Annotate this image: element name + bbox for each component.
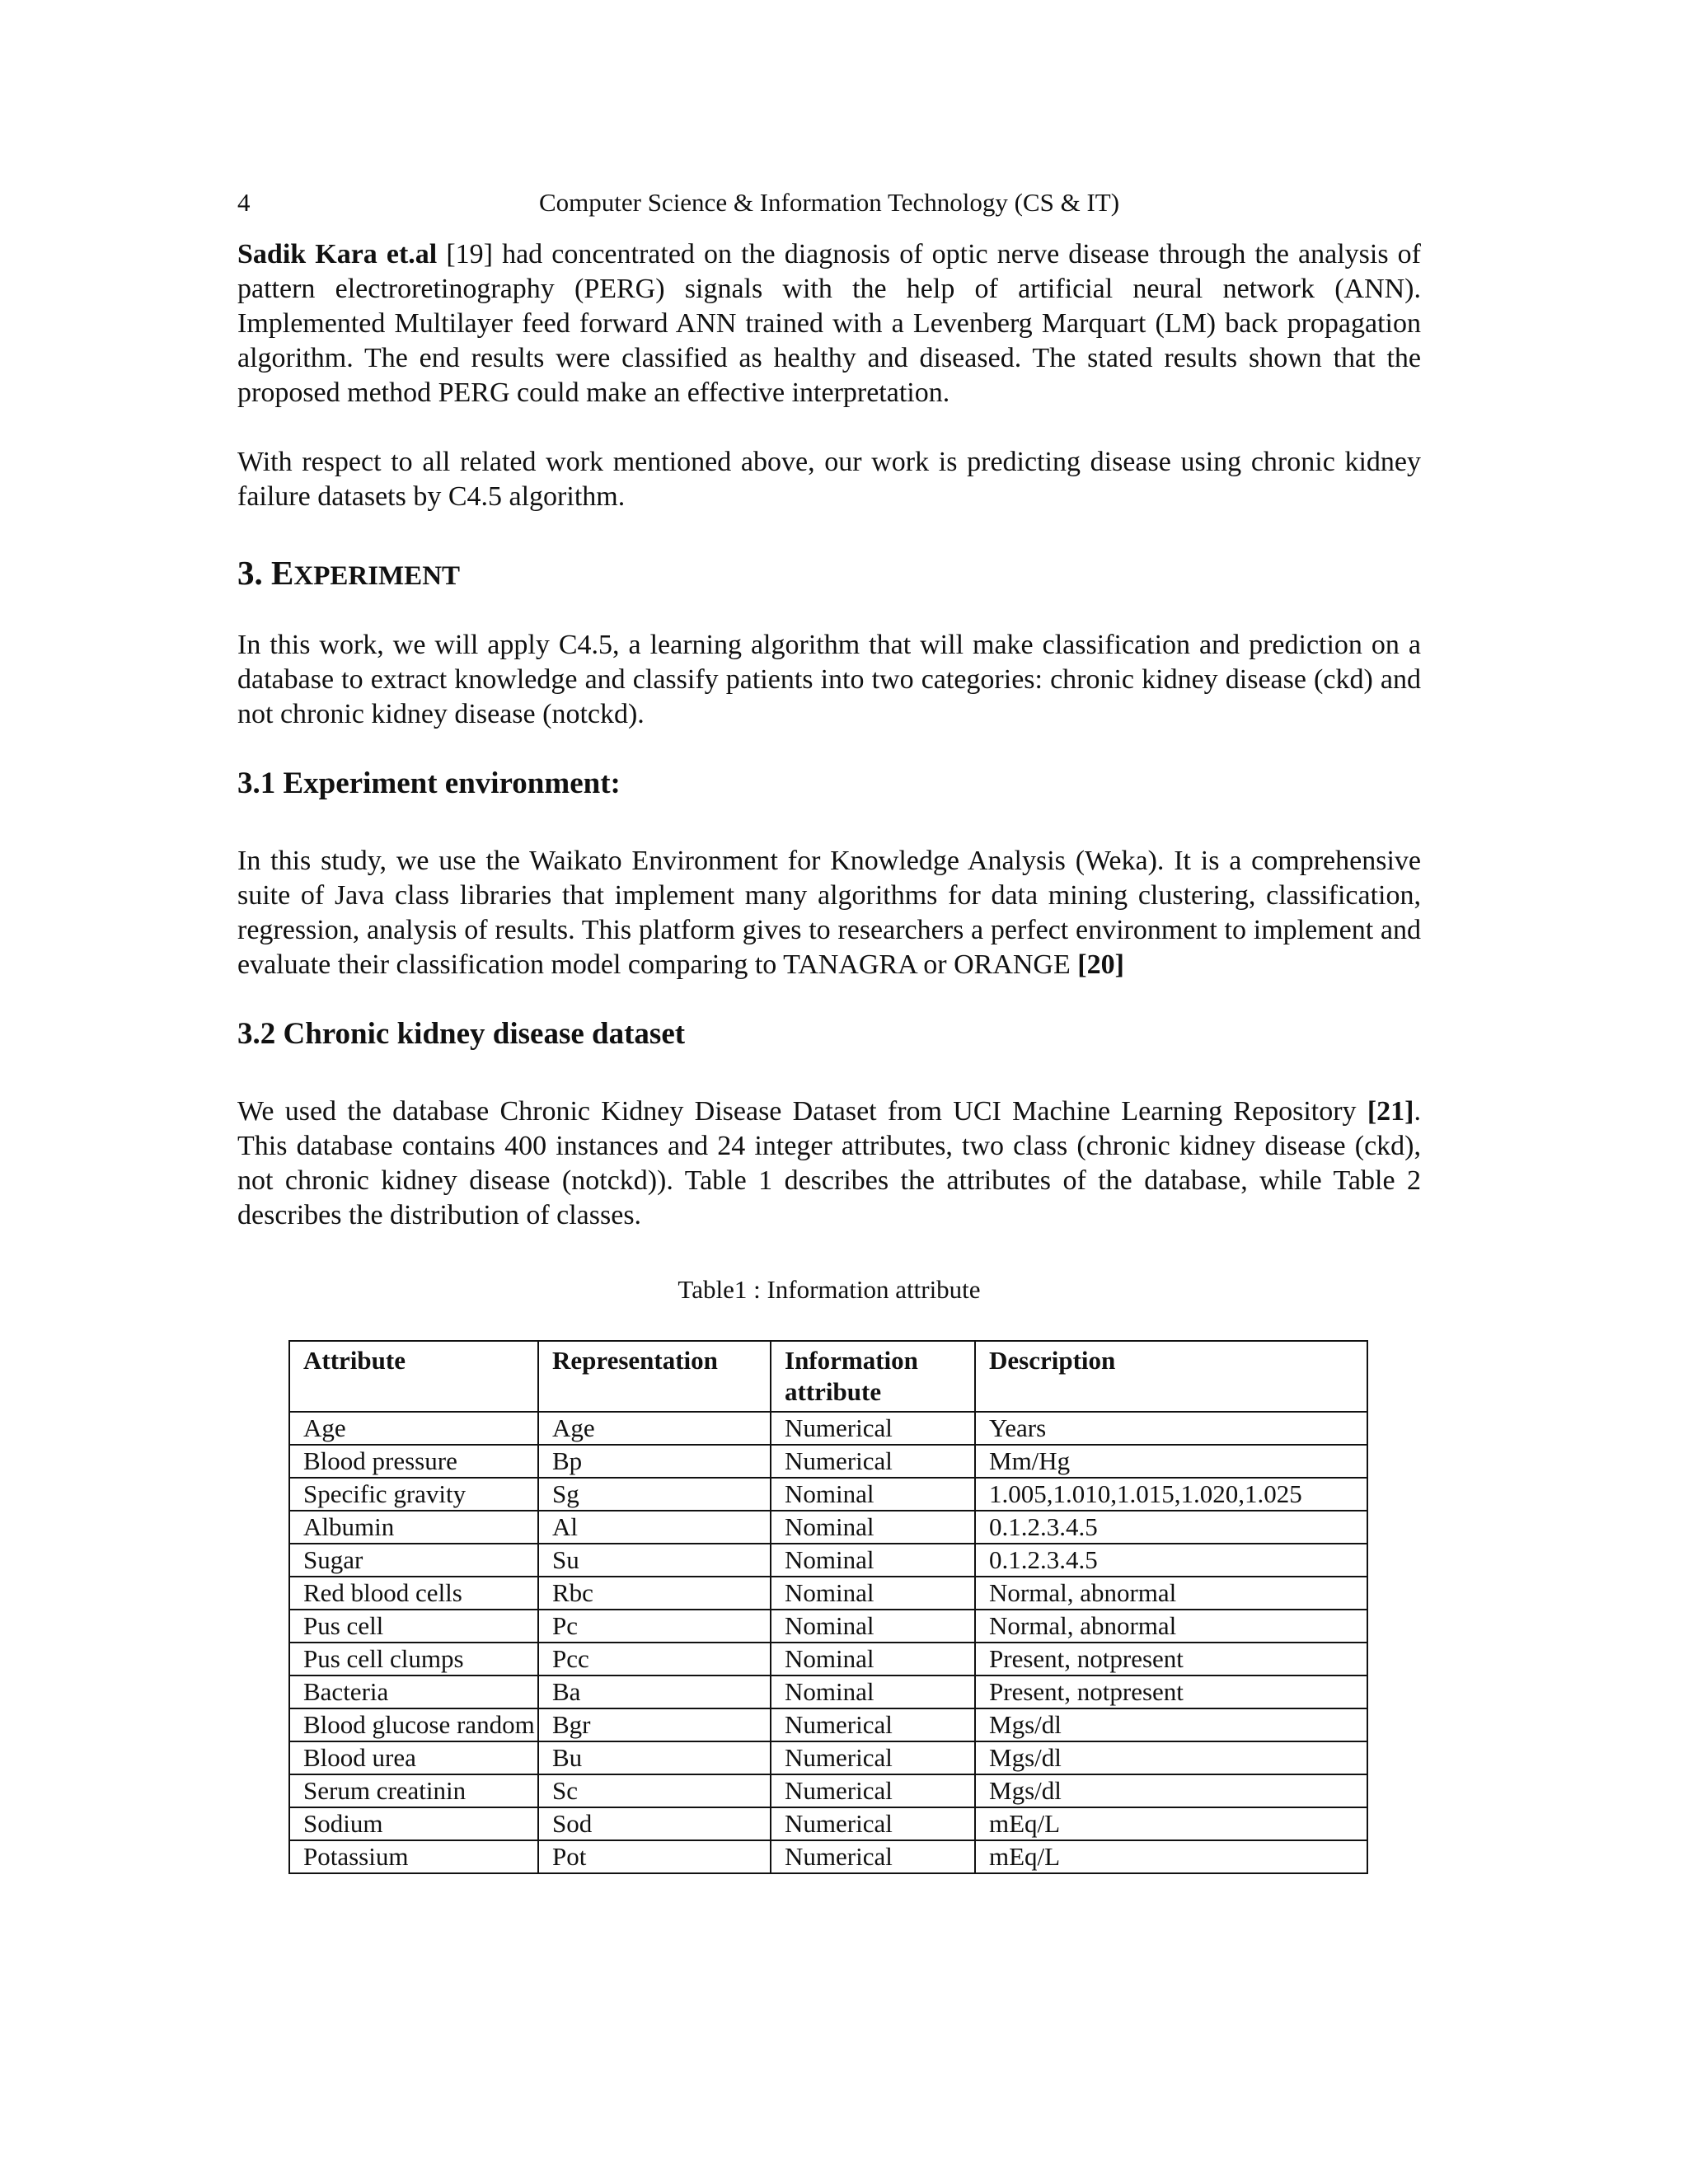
table-cell: Age bbox=[289, 1412, 538, 1445]
table-cell: Blood pressure bbox=[289, 1445, 538, 1478]
table-cell: Age bbox=[538, 1412, 771, 1445]
table-row bbox=[289, 1643, 1367, 1675]
running-header bbox=[237, 181, 1421, 224]
table-row bbox=[289, 1577, 1367, 1610]
paragraph-text: [19] had concentrated on the diagnosis of optic nerve disease through the analysis of pattern electroretinography (PERG) signals with the help of artificial neural network (ANN). Implemented Multilayer feed forward ANN trained with a Levenberg Marquart (LM) back propagation algorithm. The end results were classified as healthy and diseased. The stated results shown that the proposed method PERG could make an effective interpretation. bbox=[237, 239, 1421, 408]
table-cell: Potassium bbox=[289, 1840, 538, 1873]
table-cell: Sg bbox=[538, 1478, 771, 1511]
table-cell: Ba bbox=[538, 1675, 771, 1708]
table-cell: Blood glucose random bbox=[289, 1708, 538, 1741]
table-cell: Numerical bbox=[771, 1807, 975, 1840]
author-lead: Sadik Kara et.al bbox=[237, 239, 438, 269]
table-cell: Pcc bbox=[538, 1643, 771, 1675]
table-cell: Mgs/dl bbox=[975, 1708, 1367, 1741]
table-cell: Pc bbox=[538, 1610, 771, 1643]
table-cell: Mgs/dl bbox=[975, 1741, 1367, 1774]
table-row bbox=[289, 1708, 1367, 1741]
table-cell: Numerical bbox=[771, 1412, 975, 1445]
table-cell: Nominal bbox=[771, 1643, 975, 1675]
table-cell: Nominal bbox=[771, 1544, 975, 1577]
table-row bbox=[289, 1774, 1367, 1807]
information-attribute-table bbox=[288, 1340, 1368, 1874]
table-cell: Numerical bbox=[771, 1840, 975, 1873]
table-cell: 0.1.2.3.4.5 bbox=[975, 1544, 1367, 1577]
table-cell: Bgr bbox=[538, 1708, 771, 1741]
table-cell: Sod bbox=[538, 1807, 771, 1840]
table-cell: Sc bbox=[538, 1774, 771, 1807]
table-cell: Nominal bbox=[771, 1675, 975, 1708]
column-header: Description bbox=[975, 1341, 1367, 1412]
journal-title: Computer Science & Information Technology (CS & IT) bbox=[538, 188, 1120, 217]
paragraph-sadik-kara bbox=[237, 237, 1421, 410]
page bbox=[237, 181, 1421, 1874]
paragraph-experiment-intro: In this work, we will apply C4.5, a learning algorithm that will make classification and prediction on a database to extract knowledge and classify patients into two categories: chronic kidney disease (ckd) and not chronic kidney disease (notckd). bbox=[237, 630, 1421, 729]
paragraph-dataset bbox=[237, 1094, 1421, 1233]
table-row bbox=[289, 1741, 1367, 1774]
section-number: 3. E bbox=[237, 554, 294, 592]
table-cell: mEq/L bbox=[975, 1807, 1367, 1840]
column-header: Information attribute bbox=[771, 1341, 975, 1412]
column-header: Attribute bbox=[289, 1341, 538, 1412]
table-cell: Nominal bbox=[771, 1511, 975, 1544]
table-cell: Red blood cells bbox=[289, 1577, 538, 1610]
table-cell: Nominal bbox=[771, 1577, 975, 1610]
section-heading-experiment bbox=[237, 552, 1421, 597]
paragraph-text: We used the database Chronic Kidney Disease Dataset from UCI Machine Learning Repository bbox=[237, 1096, 1367, 1127]
table-row bbox=[289, 1675, 1367, 1708]
table-cell: Sugar bbox=[289, 1544, 538, 1577]
paragraph-text: . This database contains 400 instances and 24 integer attributes, two class (chronic kidney disease (ckd), not chronic kidney disease (notckd)). Table 1 describes the attributes of the database, while Table 2 describes the distribution of classes. bbox=[237, 1096, 1421, 1230]
table-cell: Su bbox=[538, 1544, 771, 1577]
table-cell: Rbc bbox=[538, 1577, 771, 1610]
table-cell: Bacteria bbox=[289, 1675, 538, 1708]
table-caption: Table1 : Information attribute bbox=[678, 1275, 981, 1304]
table-cell: Normal, abnormal bbox=[975, 1610, 1367, 1643]
subsection-heading-environment: 3.1 Experiment environment: bbox=[237, 766, 621, 800]
table-row bbox=[289, 1544, 1367, 1577]
table-cell: Nominal bbox=[771, 1478, 975, 1511]
table-cell: Serum creatinin bbox=[289, 1774, 538, 1807]
table-cell: Numerical bbox=[771, 1741, 975, 1774]
table-row bbox=[289, 1478, 1367, 1511]
table-header-row bbox=[289, 1341, 1367, 1412]
table-row bbox=[289, 1412, 1367, 1445]
table-cell: Numerical bbox=[771, 1708, 975, 1741]
table-cell: Present, notpresent bbox=[975, 1643, 1367, 1675]
table-cell: Bp bbox=[538, 1445, 771, 1478]
table-cell: Numerical bbox=[771, 1774, 975, 1807]
subsection-heading-dataset: 3.2 Chronic kidney disease dataset bbox=[237, 1017, 686, 1051]
section-title: XPERIMENT bbox=[293, 561, 461, 591]
table-cell: Numerical bbox=[771, 1445, 975, 1478]
table-cell: Bu bbox=[538, 1741, 771, 1774]
table-cell: Al bbox=[538, 1511, 771, 1544]
table-row bbox=[289, 1610, 1367, 1643]
table-cell: Years bbox=[975, 1412, 1367, 1445]
table-cell: Present, notpresent bbox=[975, 1675, 1367, 1708]
table-cell: Blood urea bbox=[289, 1741, 538, 1774]
paragraph-text: In this study, we use the Waikato Environment for Knowledge Analysis (Weka). It is a comprehensive suite of Java class libraries that implement many algorithms for data mining clustering, classification, regression, analysis of results. This platform gives to researchers a perfect environment to implement and evaluate their classification model comparing to TANAGRA or ORANGE bbox=[237, 846, 1421, 980]
table-cell: Mgs/dl bbox=[975, 1774, 1367, 1807]
table-cell: Nominal bbox=[771, 1610, 975, 1643]
paragraph-environment bbox=[237, 844, 1421, 982]
table-row bbox=[289, 1807, 1367, 1840]
table-cell: mEq/L bbox=[975, 1840, 1367, 1873]
table-cell: 0.1.2.3.4.5 bbox=[975, 1511, 1367, 1544]
table-cell: Mm/Hg bbox=[975, 1445, 1367, 1478]
page-number: 4 bbox=[237, 188, 251, 217]
table-body bbox=[289, 1412, 1367, 1873]
citation-ref: [21] bbox=[1367, 1096, 1414, 1127]
table-cell: Specific gravity bbox=[289, 1478, 538, 1511]
paragraph-related-work-summary: With respect to all related work mentioned above, our work is predicting disease using chronic kidney failure datasets by C4.5 algorithm. bbox=[237, 447, 1421, 512]
table-cell: Pus cell clumps bbox=[289, 1643, 538, 1675]
table-row bbox=[289, 1445, 1367, 1478]
table-row bbox=[289, 1840, 1367, 1873]
table-row bbox=[289, 1511, 1367, 1544]
column-header: Representation bbox=[538, 1341, 771, 1412]
table-cell: Pot bbox=[538, 1840, 771, 1873]
table-cell: 1.005,1.010,1.015,1.020,1.025 bbox=[975, 1478, 1367, 1511]
citation-ref: [20] bbox=[1077, 949, 1124, 980]
table-cell: Pus cell bbox=[289, 1610, 538, 1643]
table-cell: Normal, abnormal bbox=[975, 1577, 1367, 1610]
table-cell: Albumin bbox=[289, 1511, 538, 1544]
table-cell: Sodium bbox=[289, 1807, 538, 1840]
